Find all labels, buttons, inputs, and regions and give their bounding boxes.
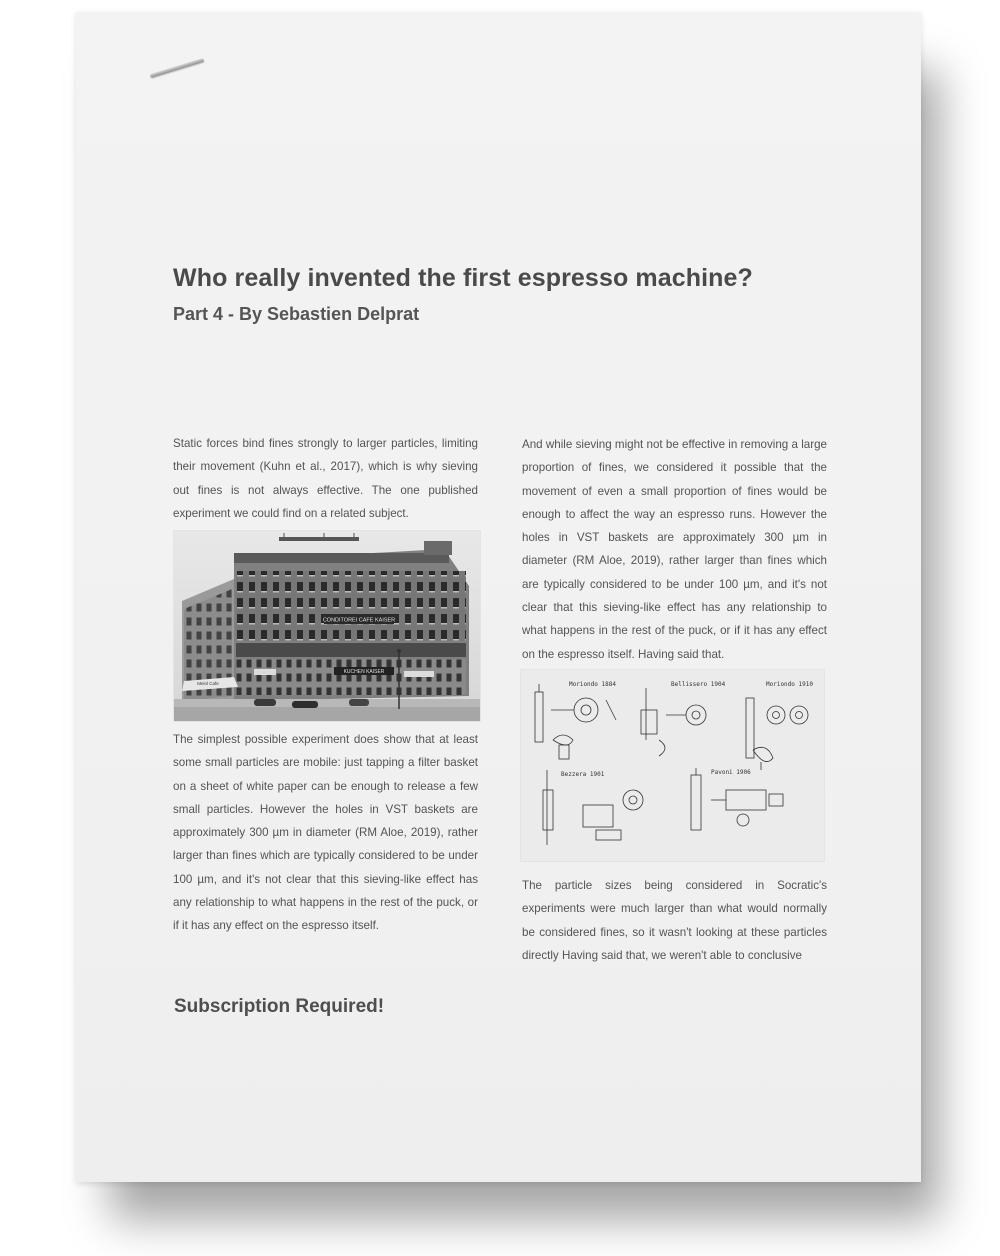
paragraph-text: The particle sizes being considered in Socratic's experiments were much larger than what would normally be considered fines, so it wasn't looking at these particles directly Having said that, we weren't able to conclusive [522, 879, 827, 962]
building-photo-illustration [174, 531, 480, 721]
machine-drawings [521, 670, 824, 861]
machine-label-3: Moriondo 1910 [766, 681, 813, 688]
machine-label-5: Pavoni 1906 [711, 769, 751, 776]
paragraph-text: And while sieving might not be effective in removing a large proportion of fines, we considered it possible that the movement of even a small proportion of fines would be enough to affect the way an espresso runs. However the holes in VST baskets are approximately 300 µm in diameter (RM Aloe, 2019), rather larger than fines which are typically considered to be under 100 µm, and it's not clear that this sieving-like effect has any relationship to what happens in the rest of the puck, or if it has any effect on the espresso itself. Having said that. [522, 438, 827, 661]
cafe-sign: CONDITOREI CAFE KAISER [322, 617, 396, 624]
paragraph-text: The simplest possible experiment does show that at least some small particles are mobile: just tapping a filter basket on a sheet of white paper can be enough to release a few small particles. However the holes in VST baskets are approximately 300 µm in diameter (RM Aloe, 2019), rather larger than fines which are typically considered to be under 100 µm, and it's not clear that this sieving-like effect has any relationship to what happens in the rest of the puck, or if it has any effect on the espresso itself. [173, 733, 478, 933]
staple-icon [150, 58, 205, 78]
machine-label-4: Bezzera 1901 [561, 771, 605, 778]
article-title: Who really invented the first espresso machine? [173, 264, 753, 292]
paragraph-text: Static forces bind fines strongly to larger particles, limiting their movement (Kuhn et al., 2017), which is why sieving out fines is not always effective. The one published experiment we could find on a related subject. [173, 437, 478, 520]
machine-label-1: Moriondo 1884 [569, 681, 616, 688]
meinl-sign: Meinl Cafe [197, 681, 219, 686]
paragraph-right-bottom [522, 874, 827, 967]
paragraph-right-top [522, 433, 827, 666]
machine-drawings-illustration [521, 670, 824, 861]
building-photo [174, 531, 480, 721]
subscription-required-heading: Subscription Required! [174, 996, 385, 1017]
paragraph-left-bottom [173, 728, 478, 938]
paragraph-left-top [173, 432, 478, 525]
machine-label-2: Bellissero 1904 [671, 681, 726, 688]
document-page [76, 12, 921, 1182]
kuchen-sign: KUCHEN KAISER [343, 669, 385, 675]
article-subtitle: Part 4 - By Sebastien Delprat [173, 304, 420, 324]
